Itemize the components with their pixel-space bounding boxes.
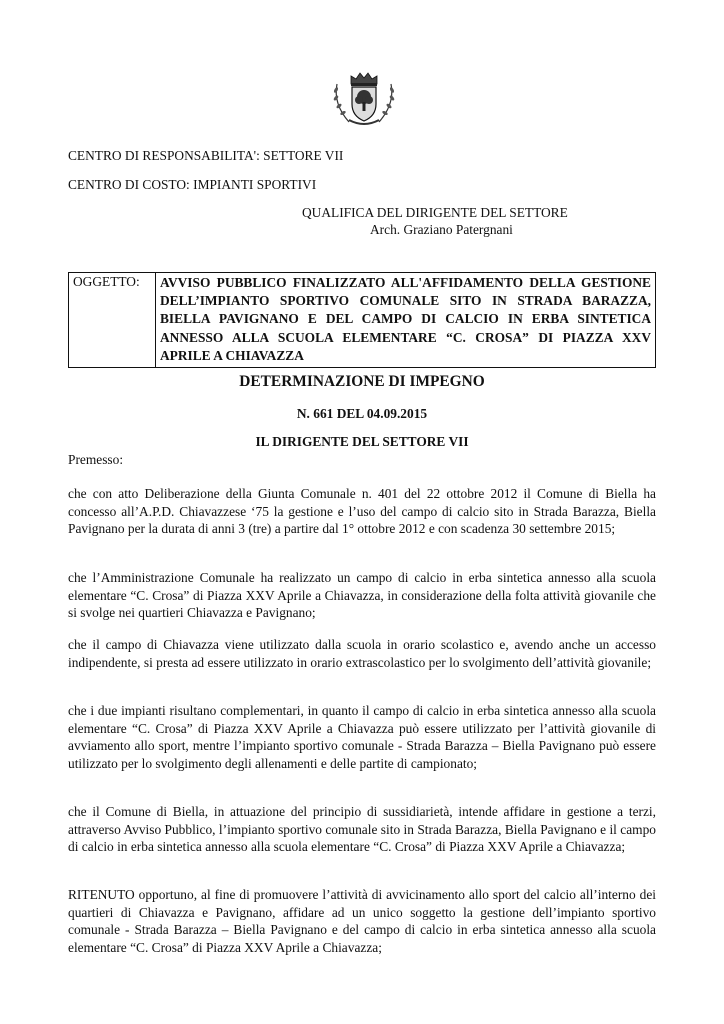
paragraph: che i due impianti risultano complementari, in quanto il campo di calcio in erba sintetica annesso alla scuola elementare “C. Crosa” di Piazza XXV Aprile a Chiavazza può essere utilizzato per l’attività giovanile di avviamento allo sport, mentre l’impianto sportivo comunale - Strada Barazza – Biella Pavignano può essere utilizzato per lo svolgimento degli allenamenti e delle partite di campionato;: [68, 703, 656, 771]
manager-qualification: QUALIFICA DEL DIRIGENTE DEL SETTORE: [302, 205, 568, 220]
paragraph: che con atto Deliberazione della Giunta Comunale n. 401 del 22 ottobre 2012 il Comune di Biella ha concesso all’A.P.D. Chiavazzese ‘75 la gestione e l’uso del campo di calcio sito in Strada Barazza, Biella Pavignano per la durata di anni 3 (tre) a partire dal 1° ottobre 2012 e con scadenza 30 settembre 2015;: [68, 486, 656, 537]
document-number: N. 661 DEL 04.09.2015: [296, 406, 428, 421]
subject-text: AVVISO PUBBLICO FINALIZZATO ALL'AFFIDAMENTO DELLA GESTIONE DELL’IMPIANTO SPORTIVO COMUNALE SITO IN STRADA BARAZZA, BIELLA PAVIGNANO E DEL CAMPO DI CALCIO IN ERBA SINTETICA ANNESSO ALLA SCUOLA ELEMENTARE “C. CROSA” DI PIAZZA XXV APRILE A CHIAVAZZA: [156, 273, 656, 368]
paragraph: che il campo di Chiavazza viene utilizzato dalla scuola in orario scolastico e, avendo anche un accesso indipendente, si presta ad essere utilizzato in orario extrascolastico per lo svolgimento dell’attività giovanile;: [68, 637, 656, 670]
manager-name: Arch. Graziano Patergnani: [370, 222, 513, 237]
municipal-crest-icon: [327, 70, 401, 128]
cost-center: CENTRO DI COSTO: IMPIANTI SPORTIVI: [68, 177, 317, 192]
subject-label: OGGETTO:: [69, 273, 156, 368]
responsibility-center: CENTRO DI RESPONSABILITA': SETTORE VII: [68, 148, 344, 163]
document-title: DETERMINAZIONE DI IMPEGNO: [239, 373, 485, 390]
paragraph: RITENUTO opportuno, al fine di promuovere l’attività di avvicinamento allo sport del calcio all’interno dei quartieri di Chiavazza e Pavignano, affidare ad un unico soggetto la gestione dell’impianto sportivo comunale - Strada Barazza – Biella Pavignano e del campo di calcio in erba sintetica annesso alla scuola elementare “C. Crosa” di Piazza XXV Aprile a Chiavazza;: [68, 887, 656, 955]
premesso-label: Premesso:: [68, 452, 124, 467]
paragraph: che l’Amministrazione Comunale ha realizzato un campo di calcio in erba sintetica annesso alla scuola elementare “C. Crosa” di Piazza XXV Aprile a Chiavazza, in considerazione della folta attività giovanile che si svolge nei quartieri Chiavazza e Pavignano;: [68, 570, 656, 621]
subject-box: [68, 272, 656, 368]
paragraph: che il Comune di Biella, in attuazione del principio di sussidiarietà, intende affidare in gestione a terzi, attraverso Avviso Pubblico, l’impianto sportivo comunale sito in Strada Barazza, Biella Pavignano e il campo di calcio in erba sintetica annesso alla scuola elementare “C. Crosa” di Piazza XXV Aprile a Chiavazza;: [68, 804, 656, 855]
dirigente-heading: IL DIRIGENTE DEL SETTORE VII: [255, 434, 469, 449]
